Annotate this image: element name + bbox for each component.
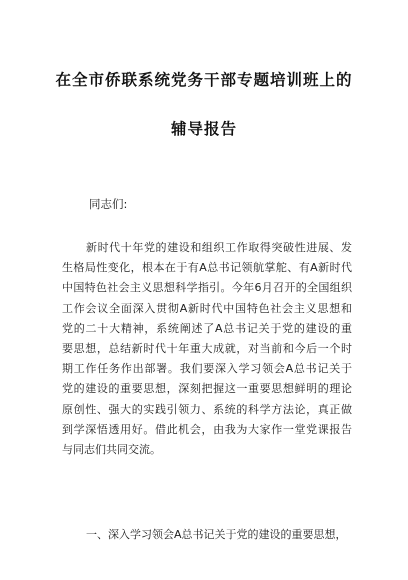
section-heading: 一、深入学习领会A总书记关于党的建设的重要思想， (86, 528, 347, 541)
paragraph-line: 原创性、强大的实践引领力、系统的科学方法论，真正做 (62, 402, 352, 416)
document-title-line-2: 辅导报告 (170, 120, 237, 138)
document-title-line-1: 在全市侨联系统党务干部专题培训班上的 (55, 71, 353, 89)
body-paragraph (62, 238, 352, 460)
paragraph-line: 与同志们共同交流。 (62, 443, 161, 457)
paragraph-line: 党的二十大精神，系统阐述了A总书记关于党的建设的重 (62, 321, 352, 335)
paragraph-line: 工作会议全面深入贯彻A新时代中国特色社会主义思想和 (62, 301, 352, 315)
paragraph-line: 生格局性变化，根本在于有A总书记领航掌舵、有A新时代 (62, 261, 352, 275)
paragraph-line: 党的建设的重要思想，深刻把握这一重要思想鲜明的理论 (62, 382, 352, 396)
paragraph-line: 期工作任务作出部署。我们要深入学习领会A总书记关于 (62, 362, 352, 376)
paragraph-line: 新时代十年党的建设和组织工作取得突破性进展、发 (86, 241, 352, 254)
salutation: 同志们: (89, 197, 128, 211)
paragraph-line: 中国特色社会主义思想科学指引。今年6月召开的全国组织 (62, 281, 352, 295)
paragraph-line: 到学深悟透用好。借此机会，由我为大家作一堂党课报告 (62, 422, 352, 436)
paragraph-line: 要思想，总结新时代十年重大成就，对当前和今后一个时 (62, 342, 352, 356)
